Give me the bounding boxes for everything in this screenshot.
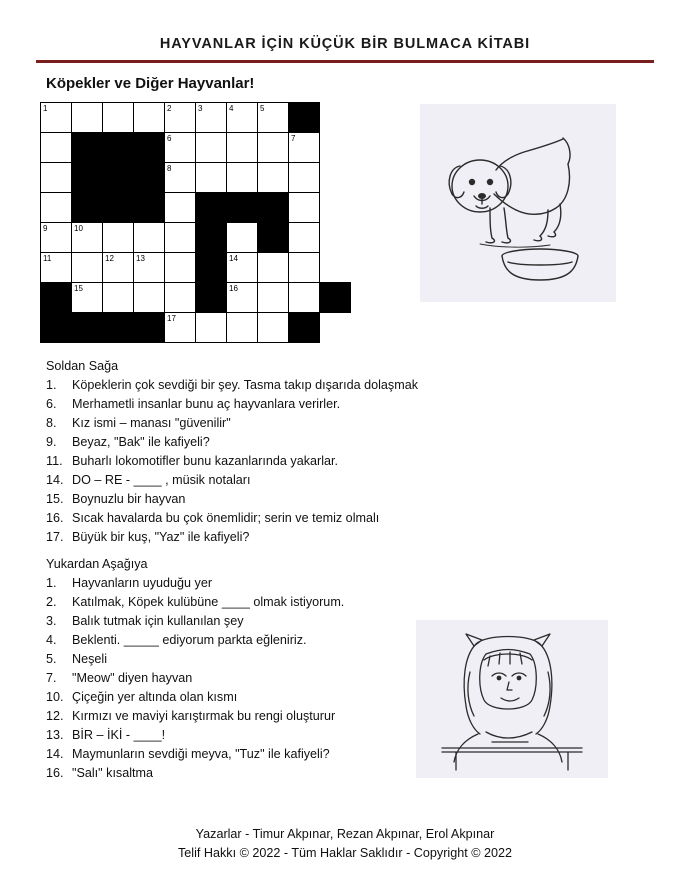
across-clue-number: 15. [46, 492, 64, 507]
crossword-cell[interactable] [258, 133, 289, 163]
crossword-row [41, 163, 351, 193]
crossword-cell-block [103, 313, 134, 343]
across-clue-number: 9. [46, 434, 57, 449]
across-clue [46, 436, 654, 449]
crossword-cell[interactable] [165, 133, 196, 163]
crossword-cell[interactable] [72, 103, 103, 133]
puzzle-area [36, 102, 654, 352]
crossword-cell[interactable] [72, 253, 103, 283]
footer-copyright: Telif Hakkı © 2022 - Tüm Haklar Saklıdır - Copyright © 2022 [178, 846, 512, 861]
crossword-cell-number: 12 [105, 254, 114, 263]
crossword-cell-number: 11 [43, 254, 52, 263]
crossword-cell[interactable] [72, 223, 103, 253]
crossword-cell[interactable] [165, 253, 196, 283]
down-clue-text: BİR – İKİ - ____! [72, 728, 166, 743]
crossword-cell[interactable] [41, 133, 72, 163]
crossword-cell-number: 15 [74, 284, 83, 293]
crossword-cell-block [289, 313, 320, 343]
crossword-cell-empty [320, 133, 351, 163]
crossword-cell[interactable] [227, 253, 258, 283]
crossword-cell[interactable] [165, 103, 196, 133]
crossword-cell[interactable] [41, 223, 72, 253]
down-clue-number: 2. [46, 594, 57, 609]
down-clue-number: 5. [46, 651, 57, 666]
down-clue [46, 596, 654, 609]
across-clue-number: 14. [46, 473, 64, 488]
across-clue [46, 531, 654, 544]
crossword-cell[interactable] [289, 193, 320, 223]
across-clue [46, 379, 654, 392]
crossword-cell[interactable] [258, 313, 289, 343]
crossword-cell-block [72, 313, 103, 343]
crossword-cell-number: 1 [43, 104, 48, 113]
crossword-cell-number: 17 [167, 314, 176, 323]
crossword-cell-block [41, 283, 72, 313]
crossword-row [41, 223, 351, 253]
crossword-cell-block [134, 133, 165, 163]
crossword-cell-empty [320, 253, 351, 283]
crossword-cell-empty [320, 193, 351, 223]
across-clue-text: Kız ismi – manası "güvenilir" [72, 415, 231, 430]
dog-with-bowl-illustration [420, 104, 616, 302]
across-clue [46, 493, 654, 506]
across-clue-number: 17. [46, 530, 64, 545]
across-clue-text: Beyaz, "Bak" ile kafiyeli? [72, 434, 210, 449]
crossword-cell[interactable] [227, 313, 258, 343]
crossword-cell[interactable] [258, 163, 289, 193]
page-title: HAYVANLAR İÇİN KÜÇÜK BİR BULMACA KİTABI [159, 36, 531, 52]
crossword-cell[interactable] [196, 103, 227, 133]
down-heading: Yukardan Aşağıya [46, 556, 148, 571]
crossword-row [41, 313, 351, 343]
crossword-cell-block [72, 193, 103, 223]
crossword-cell[interactable] [103, 283, 134, 313]
crossword-cell[interactable] [227, 283, 258, 313]
crossword-cell-empty [320, 103, 351, 133]
across-clue-text: Boynuzlu bir hayvan [72, 492, 186, 507]
crossword-cell[interactable] [196, 313, 227, 343]
crossword-cell[interactable] [165, 283, 196, 313]
across-clue-number: 8. [46, 415, 57, 430]
across-heading: Soldan Sağa [46, 359, 119, 373]
crossword-cell-block [258, 193, 289, 223]
down-clue-text: Beklenti. _____ ediyorum parkta eğleniriz. [72, 632, 307, 647]
crossword-cell-block [320, 283, 351, 313]
crossword-cell-block [103, 193, 134, 223]
across-clue-number: 16. [46, 511, 64, 526]
crossword-cell[interactable] [196, 163, 227, 193]
crossword-cell[interactable] [227, 103, 258, 133]
crossword-cell-block [103, 163, 134, 193]
across-clue [46, 417, 654, 430]
across-clue [46, 474, 654, 487]
crossword-cell[interactable] [103, 223, 134, 253]
crossword-cell[interactable] [41, 163, 72, 193]
across-clue-list [46, 379, 654, 544]
down-clue-number: 16. [46, 766, 64, 781]
crossword-cell[interactable] [134, 223, 165, 253]
down-clue-number: 7. [46, 671, 57, 685]
crossword-cell[interactable] [165, 193, 196, 223]
crossword-cell-number: 14 [229, 254, 238, 263]
crossword-cell[interactable] [41, 253, 72, 283]
crossword-cell-number: 13 [136, 254, 145, 263]
down-clue-number: 1. [46, 575, 57, 590]
crossword-cell[interactable] [289, 283, 320, 313]
footer-authors: Yazarlar - Timur Akpınar, Rezan Akpınar, Erol Akpınar [195, 826, 495, 841]
down-clue-number: 13. [46, 728, 64, 743]
across-clue-text: DO – RE - ____ , müsik notaları [72, 473, 251, 488]
clues-section [36, 360, 654, 780]
title-divider [36, 60, 654, 63]
down-clue-number: 4. [46, 632, 57, 647]
crossword-cell-block [196, 193, 227, 223]
crossword-cell-number: 5 [260, 104, 265, 113]
crossword-cell-block [196, 253, 227, 283]
crossword-cell[interactable] [258, 103, 289, 133]
crossword-row [41, 103, 351, 133]
down-clue-text: Çiçeğin yer altında olan kısmı [72, 690, 238, 705]
across-clue-number: 6. [46, 396, 57, 411]
crossword-grid[interactable] [40, 102, 351, 343]
girl-at-desk-illustration [416, 620, 608, 778]
down-clue-number: 10. [46, 690, 64, 705]
crossword-cell-block [134, 193, 165, 223]
down-clue-number: 14. [46, 747, 64, 762]
across-clue [46, 455, 654, 468]
crossword-cell-block [196, 283, 227, 313]
crossword-cell-block [134, 313, 165, 343]
crossword-cell[interactable] [258, 253, 289, 283]
crossword-cell[interactable] [134, 103, 165, 133]
down-clue-text: "Meow" diyen hayvan [72, 671, 193, 685]
down-clue-number: 3. [46, 613, 57, 628]
crossword-cell-block [134, 163, 165, 193]
crossword-cell-number: 10 [74, 224, 83, 233]
down-clue-text: "Salı" kısaltma [72, 766, 154, 781]
crossword-cell[interactable] [227, 163, 258, 193]
across-clue-text: Buharlı lokomotifler bunu kazanlarında yakarlar. [72, 453, 339, 468]
crossword-cell[interactable] [165, 223, 196, 253]
crossword-cell[interactable] [72, 283, 103, 313]
crossword-cell-block [72, 133, 103, 163]
crossword-cell-number: 9 [43, 224, 48, 233]
crossword-cell[interactable] [289, 133, 320, 163]
down-clue-text: Katılmak, Köpek kulübüne ____ olmak istiyorum. [72, 594, 345, 609]
crossword-cell-empty [320, 313, 351, 343]
crossword-cell-block [41, 313, 72, 343]
crossword-row [41, 283, 351, 313]
across-clue [46, 398, 654, 411]
crossword-cell[interactable] [258, 283, 289, 313]
crossword-cell[interactable] [165, 313, 196, 343]
crossword-cell[interactable] [227, 133, 258, 163]
crossword-row [41, 193, 351, 223]
crossword-cell[interactable] [103, 103, 134, 133]
crossword-cell-block [196, 223, 227, 253]
down-clue-text: Hayvanların uyuduğu yer [72, 575, 213, 590]
crossword-cell-block [103, 133, 134, 163]
across-clue [46, 512, 654, 525]
across-clue-text: Sıcak havalarda bu çok önemlidir; serin ve temiz olmalı [72, 511, 380, 526]
down-clue-text: Neşeli [72, 651, 107, 666]
down-block [36, 558, 654, 780]
crossword-row [41, 133, 351, 163]
crossword-cell[interactable] [165, 163, 196, 193]
across-clue-number: 11. [46, 453, 63, 468]
crossword-cell-empty [320, 163, 351, 193]
crossword-cell-number: 2 [167, 104, 172, 113]
crossword-cell-block [258, 223, 289, 253]
crossword-cell-block [227, 193, 258, 223]
crossword-cell[interactable] [134, 253, 165, 283]
crossword-cell-number: 8 [167, 164, 172, 173]
crossword-row [41, 253, 351, 283]
crossword-cell-empty [320, 223, 351, 253]
down-clue-text: Balık tutmak için kullanılan şey [72, 613, 244, 628]
crossword-cell-number: 3 [198, 104, 203, 113]
down-clue-number: 12. [46, 709, 64, 724]
across-clue-text: Büyük bir kuş, "Yaz" ile kafiyeli? [72, 530, 250, 545]
crossword-cell[interactable] [134, 283, 165, 313]
crossword-cell[interactable] [41, 193, 72, 223]
crossword-cell-block [289, 103, 320, 133]
crossword-cell[interactable] [41, 103, 72, 133]
crossword-cell-number: 6 [167, 134, 172, 143]
crossword-cell[interactable] [103, 253, 134, 283]
crossword-cell[interactable] [227, 223, 258, 253]
crossword-cell-block [72, 163, 103, 193]
crossword-cell[interactable] [289, 223, 320, 253]
crossword-cell-number: 4 [229, 104, 234, 113]
crossword-cell-number: 16 [229, 284, 238, 293]
across-clue-text: Köpeklerin çok sevdiği bir şey. Tasma takıp dışarıda dolaşmak [72, 377, 419, 392]
crossword-cell[interactable] [196, 133, 227, 163]
crossword-cell[interactable] [289, 163, 320, 193]
crossword-cell[interactable] [289, 253, 320, 283]
footer [36, 825, 654, 864]
down-clue-text: Maymunların sevdiği meyva, "Tuz" ile kafiyeli? [72, 747, 330, 762]
across-clue-text: Merhametli insanlar bunu aç hayvanlara verirler. [72, 396, 341, 411]
crossword-cell-number: 7 [291, 134, 296, 143]
down-clue-text: Kırmızı ve maviyi karıştırmak bu rengi oluşturur [72, 709, 336, 724]
across-clue-number: 1. [46, 377, 57, 392]
down-clue [46, 577, 654, 590]
section-title: Köpekler ve Diğer Hayvanlar! [46, 75, 255, 92]
